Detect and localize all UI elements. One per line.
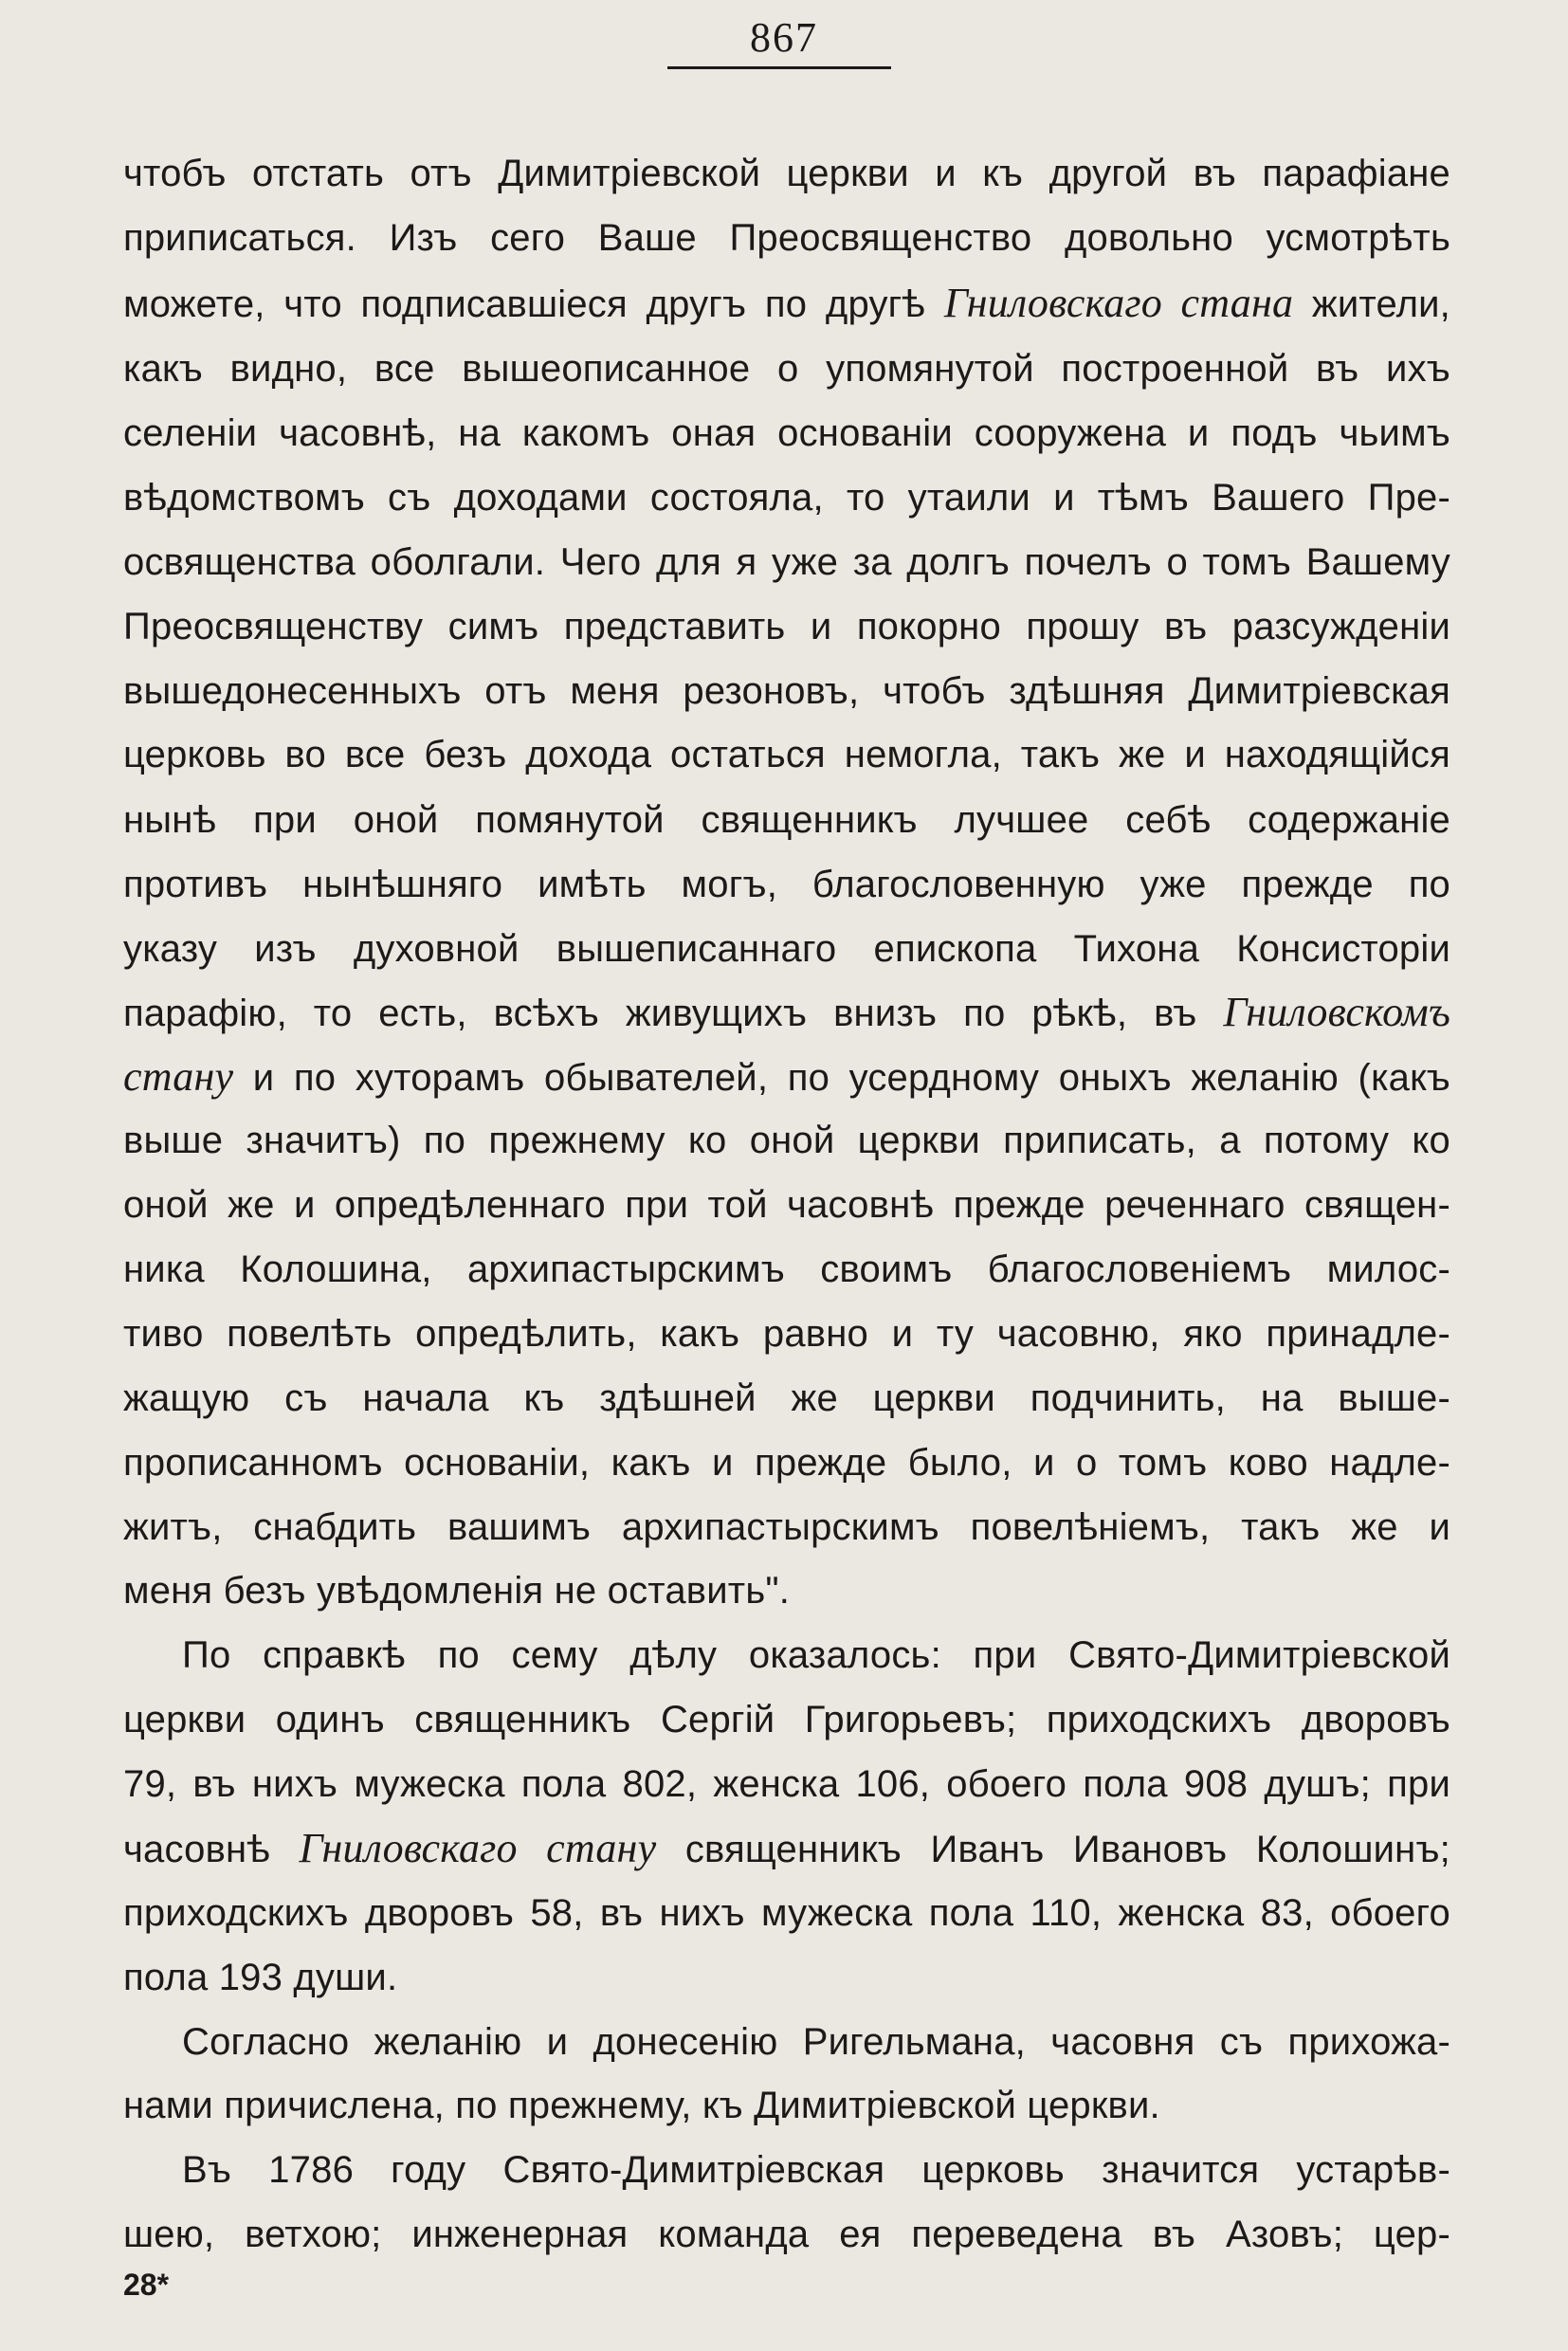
line-text: пола 193 души. <box>123 1957 398 1998</box>
line-text: тиво повелѣть опредѣлить, какъ равно и ту часовню, яко принадле- <box>123 1313 1450 1355</box>
line-text: приходскихъ дворовъ 58, въ нихъ мужеска пола 110, женска 83, обоего <box>123 1892 1450 1934</box>
italic-place-name: Гниловскаго стана <box>943 280 1294 326</box>
line-text: выше значитъ) по прежнему ко оной церкви приписать, а потому ко <box>123 1120 1450 1161</box>
italic-place-name: Гниловскаго стану <box>299 1825 657 1871</box>
line-text: Въ 1786 году Свято-Димитріевская церковь значится устарѣв- <box>182 2149 1450 2191</box>
line-text: приписаться. Изъ сего Ваше Преосвященство довольно усмотрѣть <box>123 217 1450 259</box>
text-line <box>123 214 1450 262</box>
text-line <box>182 2146 1450 2194</box>
line-text: Согласно желанію и донесенію Ригельмана, часовня съ прихожа- <box>182 2021 1450 2063</box>
text-line <box>123 410 1450 457</box>
text-line <box>182 2018 1450 2066</box>
text-line <box>123 280 1450 327</box>
text-line <box>123 150 1450 197</box>
text-line <box>123 1954 1450 2001</box>
italic-place-name: стану <box>123 1053 234 1100</box>
text-line <box>123 603 1450 650</box>
line-text: нынѣ при оной помянутой священникъ лучшее себѣ содержаніе <box>123 799 1450 841</box>
italic-place-name: Гниловскомъ <box>1223 989 1450 1035</box>
line-text: противъ нынѣшняго имѣть могъ, благословенную уже прежде по <box>123 864 1450 905</box>
text-line <box>123 1504 1450 1551</box>
text-line <box>123 1181 1450 1229</box>
page-number: 867 <box>750 14 818 61</box>
text-line <box>123 1375 1450 1422</box>
text-line <box>123 474 1450 521</box>
line-text: вышедонесенныхъ отъ меня резоновъ, чтобъ здѣшняя Димитріевская <box>123 670 1450 712</box>
text-line <box>123 667 1450 715</box>
line-text: меня безъ увѣдомленія не оставить". <box>123 1570 791 1612</box>
text-line <box>123 1825 1450 1872</box>
text-line <box>123 1889 1450 1937</box>
line-text: нами причислена, по прежнему, къ Димитріевской церкви. <box>123 2085 1160 2126</box>
text-line <box>123 989 1450 1036</box>
line-text: шею, ветхою; инженерная команда ея переведена въ Азовъ; цер- <box>123 2214 1450 2255</box>
line-text: селеніи часовнѣ, на какомъ оная основаніи сооружена и подъ чьимъ <box>123 412 1450 454</box>
text-line <box>123 1760 1450 1808</box>
page-number-rule <box>667 66 891 69</box>
text-line <box>123 1117 1450 1164</box>
text-line <box>123 731 1450 778</box>
line-text: оной же и опредѣленнаго при той часовнѣ прежде реченнаго священ- <box>123 1184 1450 1226</box>
text-line <box>123 1310 1450 1358</box>
line-text: жащую съ начала къ здѣшней же церкви подчинить, на выше- <box>123 1377 1450 1419</box>
line-text: и по хуторамъ обывателей, по усердному оныхъ желанію (какъ <box>233 1057 1450 1099</box>
text-line <box>123 861 1450 908</box>
text-line <box>123 1246 1450 1293</box>
line-text: чтобъ отстать отъ Димитріевской церкви и къ другой въ парафіане <box>123 153 1450 194</box>
text-line <box>123 1567 1450 1614</box>
line-text: указу изъ духовной вышеписаннаго епископа Тихона Консисторіи <box>123 928 1450 970</box>
text-line <box>123 345 1450 392</box>
text-line <box>182 1631 1450 1679</box>
text-line <box>123 1053 1450 1101</box>
line-text: Преосвященству симъ представить и покорно прошу въ разсужденіи <box>123 606 1450 647</box>
line-text: жители, <box>1293 283 1450 325</box>
line-text: вѣдомствомъ съ доходами состояла, то утаили и тѣмъ Вашего Пре- <box>123 477 1450 519</box>
text-line <box>123 1439 1450 1486</box>
line-text: ника Колошина, архипастырскимъ своимъ благословеніемъ милос- <box>123 1248 1450 1290</box>
line-text: часовнѣ <box>123 1829 300 1870</box>
line-text: прописанномъ основаніи, какъ и прежде было, и о томъ ково надле- <box>123 1442 1450 1484</box>
line-text: освященства оболгали. Чего для я уже за долгъ почелъ о томъ Вашему <box>123 541 1450 583</box>
line-text: церкви одинъ священникъ Сергій Григорьевъ; приходскихъ дворовъ <box>123 1699 1450 1740</box>
line-text: можете, что подписавшіеся другъ по другѣ <box>123 283 944 325</box>
line-text: По справкѣ по сему дѣлу оказалось: при Свято-Димитріевской <box>182 1634 1450 1676</box>
line-text: какъ видно, все вышеописанное о упомянутой построенной въ ихъ <box>123 348 1450 390</box>
text-line <box>123 1696 1450 1743</box>
text-line <box>123 538 1450 586</box>
line-text: церковь во все безъ дохода остаться немогла, такъ же и находящійся <box>123 734 1450 775</box>
line-text: парафію, то есть, всѣхъ живущихъ внизъ по рѣкѣ, въ <box>123 993 1224 1034</box>
text-line <box>123 2211 1450 2258</box>
text-line <box>123 796 1450 844</box>
signature-mark: 28* <box>123 2268 170 2302</box>
line-text: житъ, снабдить вашимъ архипастырскимъ повелѣніемъ, такъ же и <box>123 1506 1450 1548</box>
text-line <box>123 2082 1450 2129</box>
line-text: 79, въ нихъ мужеска пола 802, женска 106, обоего пола 908 душъ; при <box>123 1763 1450 1805</box>
line-text: священникъ Иванъ Ивановъ Колошинъ; <box>656 1829 1450 1870</box>
text-line <box>123 925 1450 973</box>
